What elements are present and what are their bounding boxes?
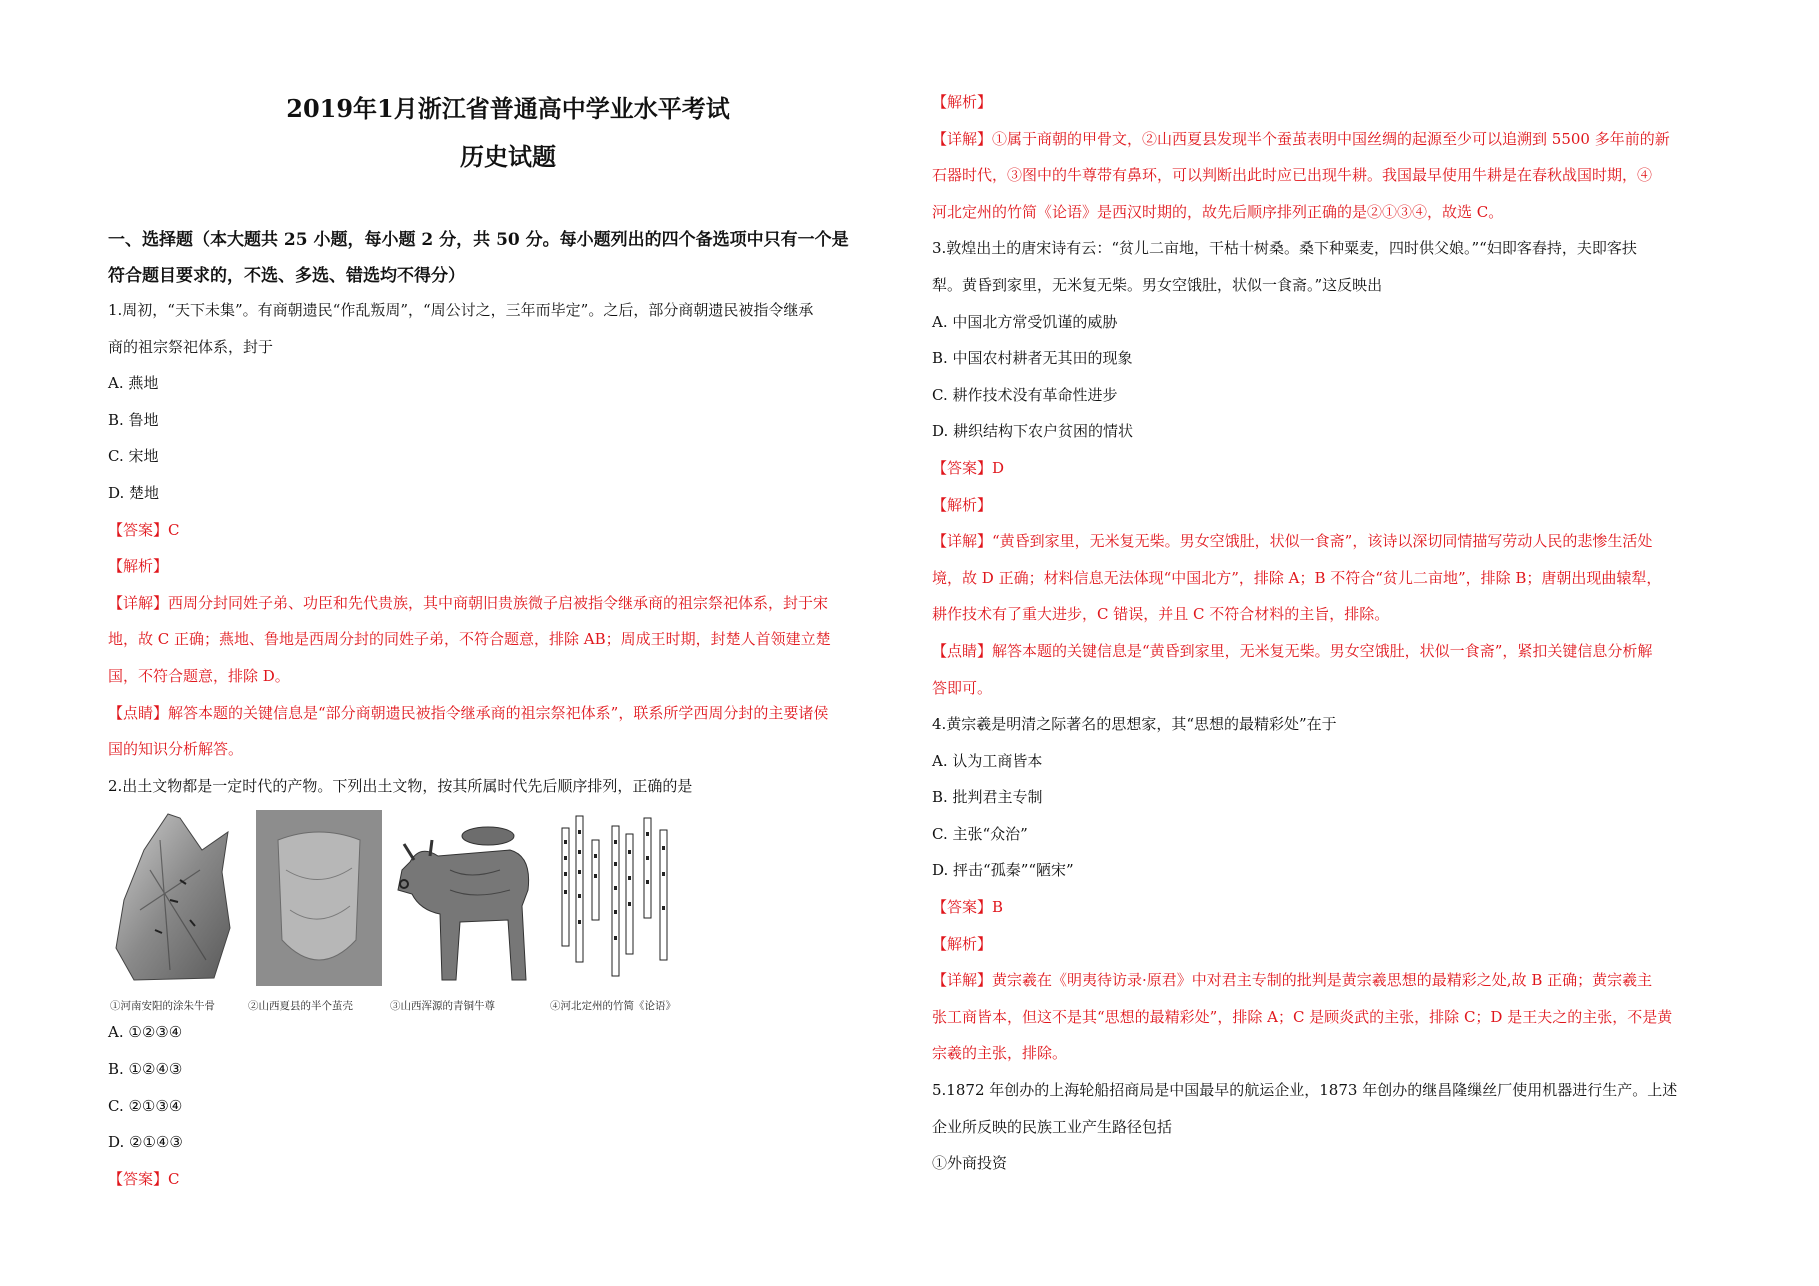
q3-stem: 犁。黄昏到家里，无米复无柴。男女空饿肚，状似一食斋。”这反映出: [932, 275, 1383, 294]
q3-detail: 境，故 D 正确；材料信息无法体现“中国北方”，排除 A；B 不符合“贫儿二亩地”，排除 B；唐朝出现曲辕犁，: [932, 568, 1662, 587]
answer-tag: 【答案】: [108, 1169, 169, 1188]
tip-text: 解答本题的关键信息是“部分商朝遗民被指令继承商的祖宗祭祀体系”，联系所学西周分封的主要诸侯: [168, 703, 829, 722]
q5-item: ①外商投资: [932, 1154, 1008, 1173]
answer-value: B: [992, 898, 1004, 917]
detail-tag: 【详解】: [932, 532, 993, 551]
q4-answer: [932, 889, 1722, 926]
q1-answer: [108, 512, 908, 549]
q2-analysis-tag: 【解析】: [932, 93, 993, 111]
section-heading-line: 一、选择题（本大题共 25 小题，每小题 2 分，共 50 分。每小题列出的四个备选项中只有一个是: [108, 230, 849, 250]
q1-stem: 商的祖宗祭祀体系，封于: [108, 337, 274, 356]
q2-option-c: C. ②①③④: [108, 1096, 183, 1115]
detail-text: 黄宗羲在《明夷待访录·原君》中对君主专制的批判是黄宗羲思想的最精彩之处,故 B 正确；黄宗羲主: [992, 971, 1653, 990]
caption-bronze-ox: ③山西浑源的青铜牛尊: [390, 1000, 495, 1013]
oracle-bone-image: [110, 810, 240, 986]
tip-tag: 【点睛】: [932, 641, 993, 660]
caption-bamboo-slips: ④河北定州的竹简《论语》: [550, 1000, 676, 1013]
answer-tag: 【答案】: [932, 458, 993, 477]
q4-detail: [932, 962, 1722, 999]
question-flow-right: [932, 84, 1722, 1182]
q3-option-a: A. 中国北方常受饥谨的威胁: [932, 312, 1118, 331]
q3-analysis-tag: 【解析】: [932, 495, 993, 514]
q2-answer: [108, 1161, 908, 1198]
q1-option-d: D. 楚地: [108, 483, 160, 502]
section-heading: [108, 222, 908, 294]
detail-tag: 【详解】: [932, 129, 993, 148]
cocoon-image: [256, 810, 382, 986]
detail-text: “黄昏到家里，无米复无柴。男女空饿肚，状似一食斋”，该诗以深切同情描写劳动人民的悲惨生活处: [992, 532, 1653, 551]
q4-option-b: B. 批判君主专制: [932, 788, 1043, 807]
q1-detail: 地，故 C 正确；燕地、鲁地是西周分封的同姓子弟，不符合题意，排除 AB；周成王时期，封楚人首领建立楚: [108, 630, 831, 649]
q3-option-b: B. 中国农村耕者无其田的现象: [932, 349, 1133, 368]
detail-tag: 【详解】: [932, 971, 993, 990]
caption-oracle-bone: ①河南安阳的涂朱牛骨: [110, 1000, 215, 1013]
q1-option-a: A. 燕地: [108, 374, 159, 393]
q2-detail: 石器时代，③图中的牛尊带有鼻环，可以判断出此时应已出现牛耕。我国最早使用牛耕是在春秋战国时期，④: [932, 166, 1653, 185]
bronze-ox-image: [390, 810, 540, 986]
caption-cocoon: ②山西夏县的半个茧壳: [248, 1000, 353, 1013]
answer-tag: 【答案】: [932, 898, 993, 917]
q3-detail: [932, 523, 1722, 560]
q3-option-c: C. 耕作技术没有革命性进步: [932, 385, 1118, 404]
q1-detail: [108, 585, 908, 622]
q5-stem: 企业所反映的民族工业产生路径包括: [932, 1117, 1173, 1136]
section-heading-line: 符合题目要求的，不选、多选、错选均不得分）: [108, 266, 465, 286]
q4-option-a: A. 认为工商皆本: [932, 751, 1043, 770]
q3-answer: [932, 450, 1722, 487]
detail-text: ①属于商朝的甲骨文，②山西夏县发现半个蚕茧表明中国丝绸的起源至少可以追溯到 5500 多年前的新: [992, 129, 1670, 148]
q4-stem: 4.黄宗羲是明清之际著名的思想家，其“思想的最精彩处”在于: [932, 715, 1337, 734]
q1-analysis-tag: 【解析】: [108, 557, 169, 576]
q3-tip: [932, 633, 1722, 670]
answer-value: C: [168, 1169, 180, 1188]
q4-option-d: D. 抨击“孤秦”“陋宋”: [932, 861, 1074, 880]
q3-detail: 耕作技术有了重大进步，C 错误，并且 C 不符合材料的主旨，排除。: [932, 605, 1390, 624]
q5-stem: 5.1872 年创办的上海轮船招商局是中国最早的航运企业，1873 年创办的继昌隆缫丝厂使用机器进行生产。上述: [932, 1081, 1678, 1100]
answer-tag: 【答案】: [108, 520, 169, 539]
tip-tag: 【点睛】: [108, 703, 169, 722]
q2-option-a: A. ①②③④: [108, 1023, 183, 1042]
question-flow-left: [108, 292, 908, 1197]
q2-detail: 河北定州的竹简《论语》是西汉时期的，故先后顺序排列正确的是②①③④，故选 C。: [932, 202, 1504, 221]
q2-detail: [932, 121, 1722, 158]
q1-stem: 1.周初，“天下未集”。有商朝遗民“作乱叛周”，“周公讨之，三年而毕定”。之后，部分商朝遗民被指令继承: [108, 301, 814, 319]
q2-option-d: D. ②①④③: [108, 1133, 183, 1152]
q4-analysis-tag: 【解析】: [932, 934, 993, 953]
q3-option-d: D. 耕织结构下农户贫困的情状: [932, 422, 1134, 441]
q4-option-c: C. 主张“众治”: [932, 824, 1028, 843]
q2-option-b: B. ①②④③: [108, 1059, 183, 1078]
page-title: 2019年1月浙江省普通高中学业水平考试: [286, 94, 730, 123]
q1-detail: 国，不符合题意，排除 D。: [108, 666, 290, 685]
page-subtitle: 历史试题: [460, 142, 556, 171]
q4-detail: 张工商皆本，但这不是其“思想的最精彩处”，排除 A；C 是顾炎武的主张，排除 C；D 是王夫之的主张，不是黄: [932, 1007, 1673, 1026]
artifact-figure: [108, 810, 718, 1012]
detail-text: 西周分封同姓子弟、功臣和先代贵族，其中商朝旧贵族微子启被指令继承商的祖宗祭祀体系，封于宋: [168, 593, 829, 612]
bamboo-slips-image: [556, 810, 676, 986]
answer-value: D: [992, 458, 1005, 477]
answer-value: C: [168, 520, 180, 539]
q2-stem: 2.出土文物都是一定时代的产物。下列出土文物，按其所属时代先后顺序排列，正确的是: [108, 776, 693, 795]
detail-tag: 【详解】: [108, 593, 169, 612]
q1-option-c: C. 宋地: [108, 447, 159, 466]
tip-text: 解答本题的关键信息是“黄昏到家里，无米复无柴。男女空饿肚，状似一食斋”，紧扣关键信息分析解: [992, 641, 1653, 660]
q3-stem: 3.敦煌出土的唐宋诗有云：“贫儿二亩地，干枯十树桑。桑下种粟麦，四时供父娘。”“妇即客舂持，夫即客扶: [932, 239, 1637, 258]
q1-option-b: B. 鲁地: [108, 410, 159, 429]
q3-tip: 答即可。: [932, 678, 993, 697]
q4-detail: 宗羲的主张，排除。: [932, 1044, 1068, 1063]
q1-tip: 国的知识分析解答。: [108, 740, 244, 759]
q1-tip: [108, 695, 908, 732]
